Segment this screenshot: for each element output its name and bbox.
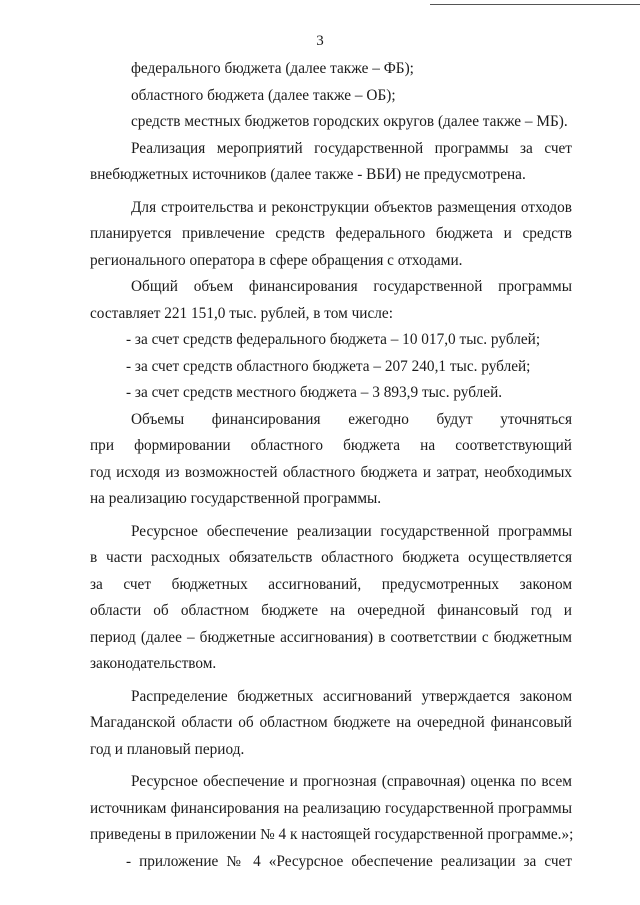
paragraph-line: год исходя из возможностей областного бюджета и затрат, необходимых: [90, 463, 572, 481]
paragraph-line: Ресурсное обеспечение и прогнозная (справочная) оценка по всем: [131, 773, 572, 790]
paragraph-line: год и плановый период.: [90, 740, 245, 758]
paragraph-line: источникам финансирования на реализацию государственной программы: [90, 799, 572, 817]
paragraph-line: за счет бюджетных ассигнований, предусмотренных законом: [90, 575, 572, 593]
paragraph-annual-refinement: [90, 407, 572, 513]
page-number: 3: [316, 33, 324, 49]
funding-breakdown-federal: - за счет средств федерального бюджета – 10 017,0 тыс. рублей;: [126, 331, 541, 348]
funding-source-federal: федерального бюджета (далее также – ФБ);: [131, 60, 414, 77]
paragraph-line: Ресурсное обеспечение реализации государственной программы: [131, 522, 572, 540]
funding-breakdown-list: [90, 327, 572, 407]
paragraph-line: приведены в приложении № 4 к настоящей государственной программе.»;: [90, 826, 574, 843]
paragraph-line: области об областном бюджете на очередной финансовый год и: [90, 602, 572, 619]
paragraph-line: в части расходных обязательств областного бюджета осуществляется: [90, 549, 572, 566]
paragraph-line: Общий объем финансирования государственной программы: [131, 278, 572, 295]
paragraph-line: Магаданской области об областном бюджете на очередной финансовый: [90, 714, 572, 731]
paragraph-line: регионального оператора в сфере обращения с отходами.: [90, 251, 463, 269]
paragraph-line: внебюджетных источников (далее также - ВБИ) не предусмотрена.: [90, 166, 526, 183]
paragraph-total-funding: [90, 274, 572, 327]
paragraph-line: Распределение бюджетных ассигнований утверждается законом: [131, 687, 572, 705]
funding-source-regional: областного бюджета (далее также – ОБ);: [131, 86, 396, 104]
paragraph-line: Объемы финансирования ежегодно будут уточняться: [131, 410, 572, 428]
funding-source-local: средств местных бюджетов городских округов (далее также – МБ).: [131, 113, 568, 130]
paragraph-line: планируется привлечение средств федерального бюджета и средств: [90, 225, 572, 242]
paragraph-forecast: [90, 769, 572, 849]
paragraph-line: - приложение № 4 «Ресурсное обеспечение реализации за счет: [126, 852, 572, 870]
paragraph-line: Для строительства и реконструкции объектов размещения отходов: [131, 198, 572, 216]
paragraph-line: период (далее – бюджетные ассигнования) в соответствии с бюджетным: [90, 628, 572, 646]
paragraph-line: на реализацию государственной программы.: [90, 490, 382, 507]
paragraph-distribution: [90, 684, 572, 764]
funding-sources-list: [90, 56, 572, 136]
paragraph-line: законодательством.: [90, 655, 217, 672]
funding-breakdown-local: - за счет средств местного бюджета – 3 893,9 тыс. рублей.: [126, 384, 503, 401]
funding-breakdown-regional: - за счет средств областного бюджета – 207 240,1 тыс. рублей;: [126, 357, 531, 375]
paragraph-construction: [90, 195, 572, 275]
paragraph-appendix: [90, 849, 572, 876]
document-body: [90, 56, 572, 875]
paragraph-vbi: [90, 136, 572, 189]
paragraph-line: при формировании областного бюджета на соответствующий: [90, 437, 572, 454]
paragraph-resource-provision: [90, 519, 572, 678]
top-rule: [430, 4, 640, 5]
paragraph-line: составляет 221 151,0 тыс. рублей, в том числе:: [90, 304, 393, 322]
paragraph-line: Реализация мероприятий государственной программы за счет: [131, 139, 572, 157]
